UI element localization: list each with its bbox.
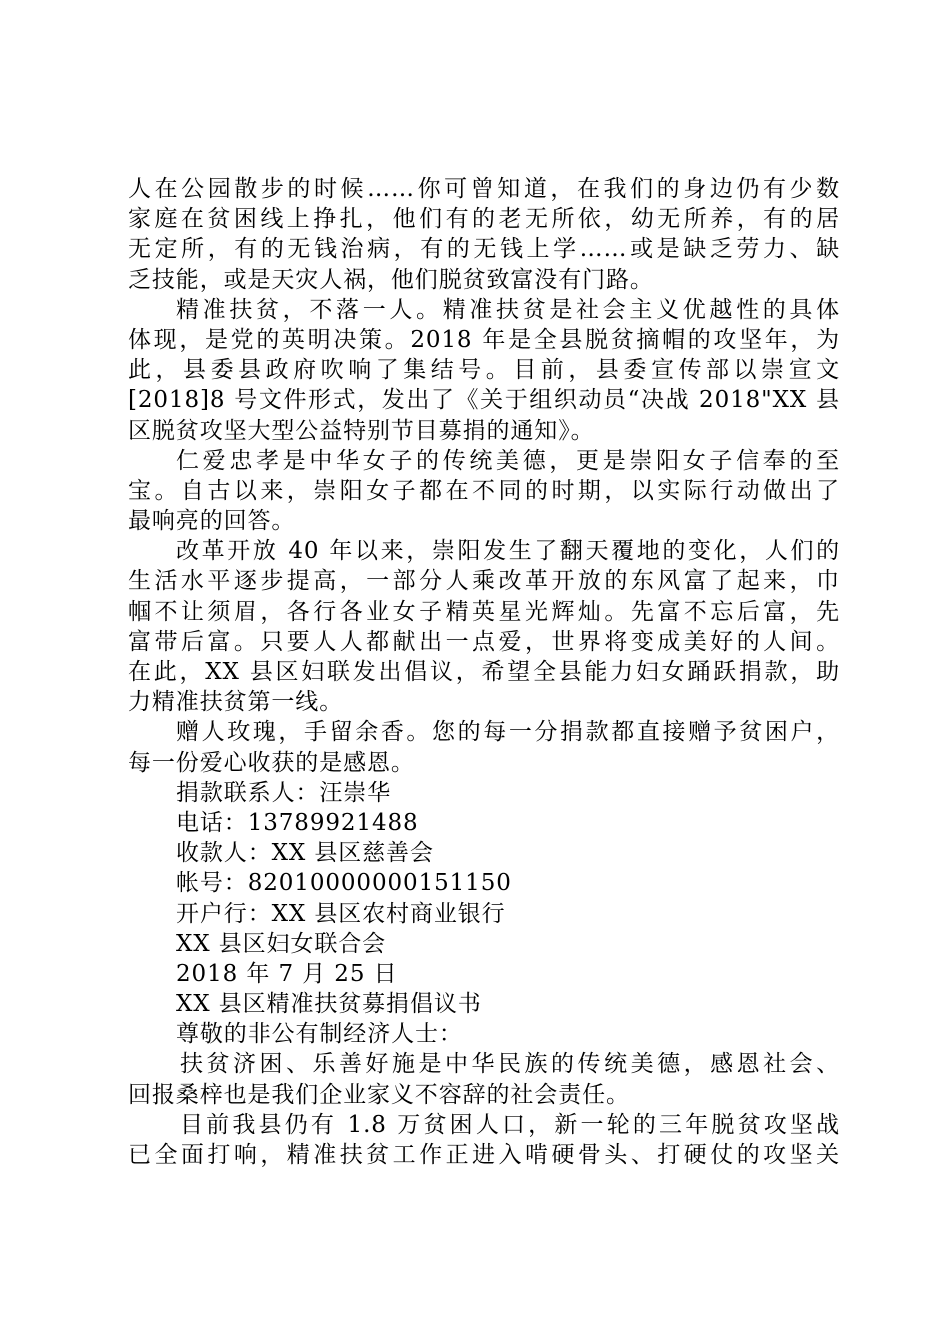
text-line: 生活水平逐步提高，一部分人乘改革开放的东风富了起来，巾 bbox=[128, 568, 840, 595]
contact-person: 捐款联系人：汪崇华 bbox=[176, 779, 392, 806]
paragraph-start-line: 精准扶贫，不落一人。精准扶贫是社会主义优越性的具体 bbox=[176, 296, 840, 323]
text-line: 每一份爱心收获的是感恩。 bbox=[128, 749, 415, 776]
payee: 收款人：XX 县区慈善会 bbox=[176, 840, 434, 867]
text-line: 此，县委县政府吹响了集结号。目前，县委宣传部以崇宣文 bbox=[128, 357, 840, 384]
account-number: 帐号：82010000000151150 bbox=[176, 870, 512, 897]
second-document-title: XX 县区精准扶贫募捐倡议书 bbox=[176, 991, 482, 1018]
contact-phone: 电话：13789921488 bbox=[176, 809, 419, 836]
text-line: 无定所，有的无钱治病，有的无钱上学……或是缺乏劳力、缺 bbox=[128, 236, 840, 263]
text-line: 家庭在贫困线上挣扎，他们有的老无所依，幼无所养，有的居 bbox=[128, 206, 840, 233]
signature-date: 2018 年 7 月 25 日 bbox=[176, 960, 398, 987]
document-body bbox=[128, 174, 840, 1170]
text-line: 区脱贫攻坚大型公益特别节目募捐的通知》。 bbox=[128, 417, 595, 444]
text-line: 体现，是党的英明决策。2018 年是全县脱贫摘帽的攻坚年，为 bbox=[128, 326, 840, 353]
text-line: 宝。自古以来，崇阳女子都在不同的时期，以实际行动做出了 bbox=[128, 477, 840, 504]
text-line: 最响亮的回答。 bbox=[128, 508, 296, 535]
paragraph-start-line: 仁爱忠孝是中华女子的传统美德，更是崇阳女子信奉的至 bbox=[176, 447, 840, 474]
text-line: 已全面打响，精准扶贫工作正进入啃硬骨头、打硬仗的攻坚关 bbox=[128, 1142, 840, 1168]
organization-signature: XX 县区妇女联合会 bbox=[176, 930, 387, 957]
text-line: 帼不让须眉，各行各业女子精英星光辉灿。先富不忘后富，先 bbox=[128, 598, 840, 625]
paragraph-start-line: 目前我县仍有 1.8 万贫困人口，新一轮的三年脱贫攻坚战 bbox=[180, 1111, 840, 1138]
text-line: [2018]8 号文件形式，发出了《关于组织动员“决战 2018"XX 县 bbox=[128, 387, 840, 414]
text-line: 回报桑梓也是我们企业家义不容辞的社会责任。 bbox=[128, 1081, 630, 1108]
bank-name: 开户行：XX 县区农村商业银行 bbox=[176, 900, 506, 927]
text-line: 乏技能，或是天灾人祸，他们脱贫致富没有门路。 bbox=[128, 266, 654, 293]
paragraph-start-line: 改革开放 40 年以来，崇阳发生了翻天覆地的变化，人们的 bbox=[176, 538, 840, 565]
text-line: 力精准扶贫第一线。 bbox=[128, 689, 344, 716]
paragraph-start-line: 赠人玫瑰，手留余香。您的每一分捐款都直接赠予贫困户， bbox=[176, 719, 840, 746]
text-line: 在此，XX 县区妇联发出倡议，希望全县能力妇女踊跃捐款，助 bbox=[128, 659, 840, 685]
text-line: 人在公园散步的时候……你可曾知道，在我们的身边仍有少数 bbox=[128, 176, 840, 202]
paragraph-start-line: 扶贫济困、乐善好施是中华民族的传统美德，感恩社会、 bbox=[180, 1051, 840, 1078]
salutation: 尊敬的非公有制经济人士： bbox=[176, 1021, 463, 1048]
text-line: 富带后富。只要人人都献出一点爱，世界将变成美好的人间。 bbox=[128, 628, 840, 655]
